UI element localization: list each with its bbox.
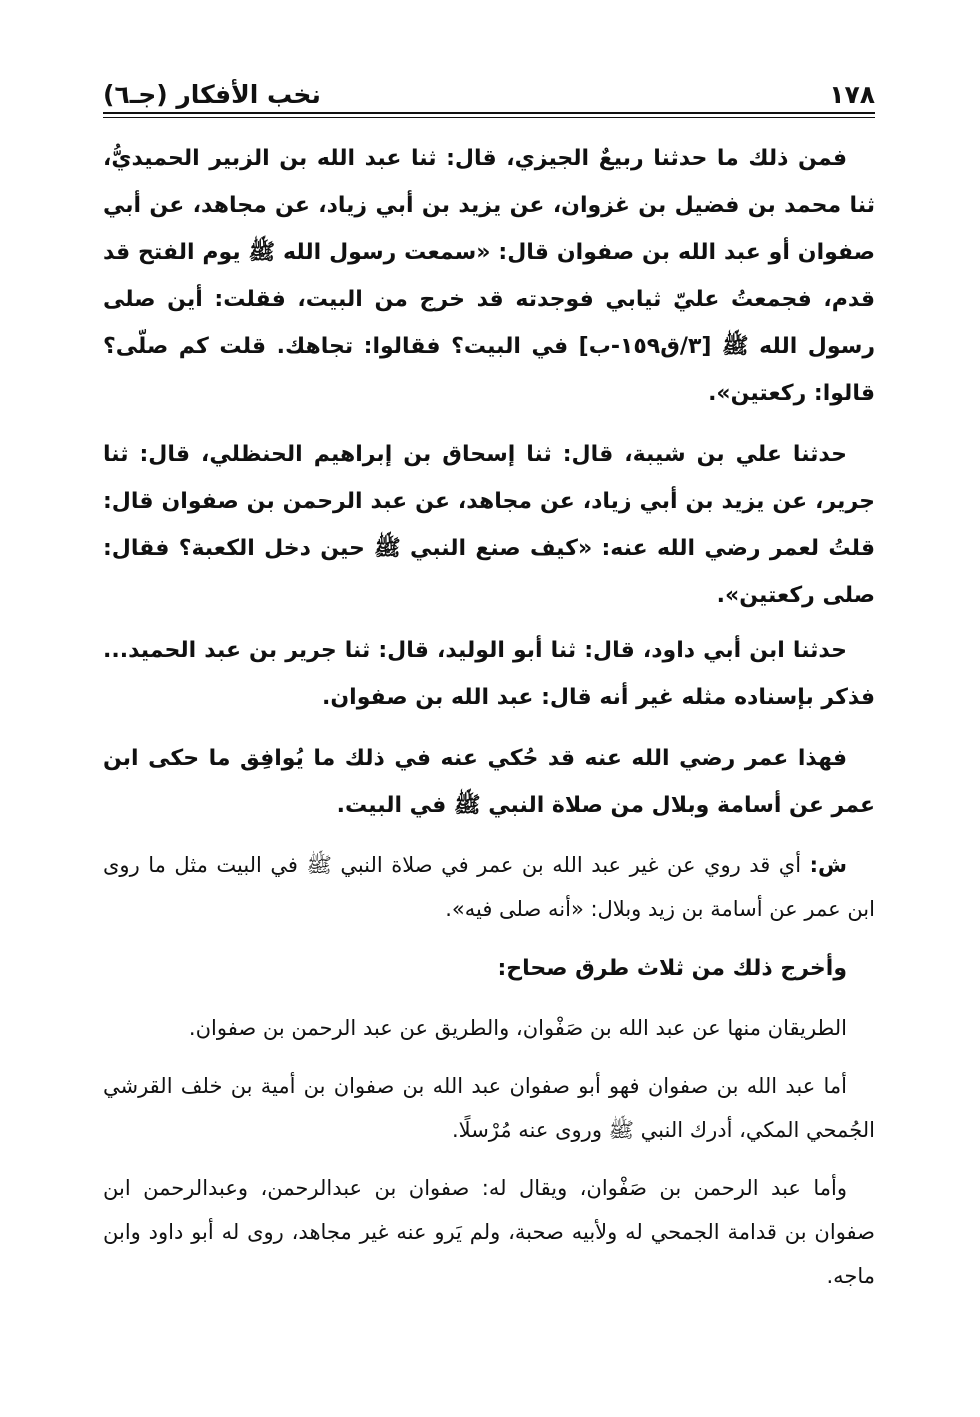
- page-number: ١٧٨: [829, 80, 875, 109]
- paragraph-abdurrahman-bio: وأما عبد الرحمن بن صَفْوان، ويقال له: صفوان بن عبدالرحمن، وعبدالرحمن ابن صفوان بن قدامة الجمحي له ولأبيه صحبة، ولم يَرو عنه غير مجاهد، روى له أبو داود وابن ماجه.: [103, 1176, 875, 1288]
- paragraph-heading-turuq: وأخرج ذلك من ثلاث طرق صحاح:: [497, 956, 847, 981]
- sharh-text: أي قد روي عن غير عبد الله بن عمر في صلاة النبي ﷺ في البيت مثل ما روى ابن عمر عن أسامة بن زيد وبلال: «أنه صلى فيه».: [103, 853, 875, 921]
- paragraph-conclusion: فهذا عمر رضي الله عنه قد حُكي عنه في ذلك ما يُوافِق ما حكى ابن عمر عن أسامة وبلال من صلاة النبي ﷺ في البيت.: [103, 746, 875, 818]
- header-rule-thin: [103, 117, 875, 118]
- paragraph-sharh: [103, 843, 875, 931]
- sharh-label: ش:: [809, 853, 847, 877]
- paragraph-hadith-2: حدثنا علي بن شيبة، قال: ثنا إسحاق بن إبراهيم الحنظلي، قال: ثنا جرير، عن يزيد بن أبي زياد، عن مجاهد، عن عبد الرحمن بن صفوان قال: قلتُ لعمر رضي الله عنه: «كيف صنع النبي ﷺ حين دخل الكعبة؟ فقال: صلى ركعتين».: [103, 442, 875, 608]
- book-title: نخب الأفكار (جـ٦): [103, 80, 321, 109]
- paragraph-turuq: الطريقان منها عن عبد الله بن صَفْوان، والطريق عن عبد الرحمن بن صفوان.: [188, 1016, 847, 1040]
- paragraph-hadith-3: حدثنا ابن أبي داود، قال: ثنا أبو الوليد، قال: ثنا جرير بن عبد الحميد... فذكر بإسناده مثله غير أنه قال: عبد الله بن صفوان.: [103, 638, 875, 710]
- page-header: [103, 70, 875, 110]
- paragraph-abdullah-bio: أما عبد الله بن صفوان فهو أبو صفوان عبد الله بن صفوان بن أمية بن خلف القرشي الجُمحي المكي، أدرك النبي ﷺ وروى عنه مُرْسلًا.: [103, 1074, 875, 1142]
- page-body: [103, 135, 875, 1312]
- paragraph-hadith-1: فمن ذلك ما حدثنا ربيعٌ الجيزي، قال: ثنا عبد الله بن الزبير الحميديُّ، ثنا محمد بن فضيل بن غزوان، عن يزيد بن أبي زياد، عن مجاهد، عن أبي صفوان أو عبد الله بن صفوان قال: «سمعت رسول الله ﷺ يوم الفتح قد قدم، فجمعتُ عليّ ثيابي فوجدته قد خرج من البيت، فقلت: أين صلى رسول الله ﷺ [٣/ق١٥٩-ب] في البيت؟ فقالوا: تجاهك. قلت كم صلّى؟ قالوا: ركعتين».: [103, 146, 875, 406]
- header-rule-thick: [103, 112, 875, 114]
